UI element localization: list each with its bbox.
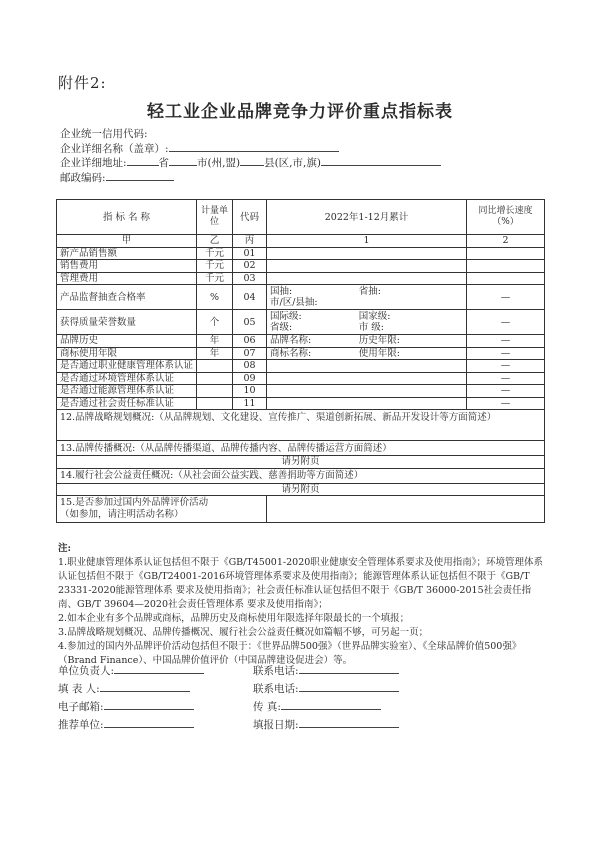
fill-date-label: 填报日期: xyxy=(253,719,299,731)
brand-name-label: 品牌名称: xyxy=(270,335,312,347)
fax-label: 传 真: xyxy=(253,701,281,713)
email-line xyxy=(58,699,194,714)
row-code: 02 xyxy=(233,260,267,273)
row-code: 06 xyxy=(233,335,267,348)
fax-field[interactable] xyxy=(281,699,381,710)
sub-code: 丙 xyxy=(233,235,267,248)
note-2: 2.如本企业有多个品牌或商标，品牌历史及商标使用年限选择年限最长的一个填报； xyxy=(58,613,410,624)
trademark-name-label: 商标名称: xyxy=(270,347,312,359)
table-row xyxy=(57,335,545,348)
eval-activity-label xyxy=(57,496,267,523)
row-name: 销售费用 xyxy=(57,260,197,273)
province-field[interactable] xyxy=(127,155,159,166)
row-growth-dash: — xyxy=(467,372,545,385)
row-name: 是否通过能源管理体系认证 xyxy=(57,385,197,398)
table-row xyxy=(57,310,545,335)
row-value-cell[interactable] xyxy=(267,310,467,335)
recommender-field[interactable] xyxy=(104,717,194,728)
welfare-label[interactable]: 14.履行社会公益责任概况:（从社会面公益实践、慈善捐助等方面简述） xyxy=(57,468,545,483)
row-name: 是否通过环境管理体系认证 xyxy=(57,372,197,385)
contact-phone-2-line xyxy=(253,681,399,696)
notes-heading: 注: xyxy=(58,543,72,554)
unit-head-label: 单位负责人: xyxy=(58,665,115,677)
row-value-cell[interactable] xyxy=(267,260,467,273)
row-unit xyxy=(197,397,233,410)
sub-growth: 2 xyxy=(467,235,545,248)
county-label: 县(区,市,旗) xyxy=(264,157,321,169)
table-row xyxy=(57,385,545,398)
row-code: 03 xyxy=(233,272,267,285)
address-line xyxy=(60,155,441,170)
table-header-row xyxy=(57,200,545,235)
row-growth-dash: — xyxy=(467,285,545,310)
company-name-label: 企业详细名称（盖章）: xyxy=(60,143,169,155)
credit-code-line xyxy=(60,127,148,141)
propagation-row xyxy=(57,441,545,456)
fill-date-field[interactable] xyxy=(299,717,399,728)
row-name: 获得质量荣誉数量 xyxy=(57,310,197,335)
notes-section xyxy=(58,542,544,668)
col-code: 代码 xyxy=(233,200,267,235)
row-code: 08 xyxy=(233,360,267,373)
row-name: 新产品销售额 xyxy=(57,247,197,260)
table-row xyxy=(57,347,545,360)
filler-field[interactable] xyxy=(100,681,190,692)
table-row xyxy=(57,285,545,310)
row-unit xyxy=(197,385,233,398)
row-name: 商标使用年限 xyxy=(57,347,197,360)
email-field[interactable] xyxy=(104,699,194,710)
city-label: 市(州,盟) xyxy=(197,157,241,169)
city-field[interactable] xyxy=(169,155,197,166)
indicator-table xyxy=(56,199,545,523)
strategy-label[interactable]: 12.品牌战略规划概况:（从品牌规划、文化建设、宣传推广、渠道创新拓展、新品开发设计等方面简述） xyxy=(57,410,545,441)
email-label: 电子邮箱: xyxy=(58,701,104,713)
recommender-label: 推荐单位: xyxy=(58,719,104,731)
row-unit: 千元 xyxy=(197,260,233,273)
row-code: 07 xyxy=(233,347,267,360)
row-code: 11 xyxy=(233,397,267,410)
see-attached-row xyxy=(57,456,545,469)
company-name-line xyxy=(60,141,339,156)
col-growth: 同比增长速度（%） xyxy=(467,200,545,235)
postcode-field[interactable] xyxy=(106,170,174,181)
provincial-check-label: 省抽: xyxy=(358,286,381,297)
row-name: 是否通过职业健康管理体系认证 xyxy=(57,360,197,373)
propagation-label[interactable]: 13.品牌传播概况:（从品牌传播渠道、品牌传播内容、品牌传播运营方面简述） xyxy=(57,441,545,456)
attachment-label: 附件2: xyxy=(58,74,107,92)
row-unit: 年 xyxy=(197,335,233,348)
eval-activity-line-1: 15.是否参加过国内外品牌评价活动 xyxy=(60,497,209,508)
col-unit: 计量单位 xyxy=(197,200,233,235)
row-name: 管理费用 xyxy=(57,272,197,285)
city-level-label: 市 级: xyxy=(358,322,384,333)
company-name-field[interactable] xyxy=(169,141,339,152)
row-growth-dash: — xyxy=(467,360,545,373)
usage-years-label: 使用年限: xyxy=(358,347,400,359)
row-growth-cell[interactable] xyxy=(467,260,545,273)
row-code: 10 xyxy=(233,385,267,398)
filler-label: 填 表 人: xyxy=(58,683,100,695)
row-growth-dash: — xyxy=(467,385,545,398)
unit-head-line xyxy=(58,663,204,678)
sub-indicator: 甲 xyxy=(57,235,197,248)
see-attached-note: 请另附页 xyxy=(57,456,545,469)
address-label: 企业详细地址: xyxy=(60,157,127,169)
national-check-label: 国抽: xyxy=(270,286,293,297)
row-value-cell[interactable] xyxy=(267,335,467,348)
row-growth-dash: — xyxy=(467,397,545,410)
sub-value: 1 xyxy=(267,235,467,248)
welfare-row xyxy=(57,468,545,483)
row-value-cell[interactable] xyxy=(267,285,467,310)
contact-phone-1-label: 联系电话: xyxy=(253,665,299,677)
contact-phone-2-field[interactable] xyxy=(299,681,399,692)
row-unit xyxy=(197,372,233,385)
row-value-cell[interactable] xyxy=(267,385,467,398)
unit-head-field[interactable] xyxy=(114,663,204,674)
row-unit: 千元 xyxy=(197,272,233,285)
row-growth-cell[interactable] xyxy=(467,272,545,285)
table-row xyxy=(57,372,545,385)
row-code: 05 xyxy=(233,310,267,335)
table-row xyxy=(57,260,545,273)
table-subheader-row xyxy=(57,235,545,248)
row-growth-dash: — xyxy=(467,310,545,335)
see-attached-note: 请另附页 xyxy=(57,483,545,496)
filler-line xyxy=(58,681,190,696)
eval-activity-line-2: （如参加，请注明活动名称） xyxy=(60,509,184,520)
fill-date-line xyxy=(253,717,399,732)
row-value-cell[interactable] xyxy=(267,247,467,260)
provincial-level-label: 省级: xyxy=(270,322,293,333)
row-name: 品牌历史 xyxy=(57,335,197,348)
contact-phone-2-label: 联系电话: xyxy=(253,683,299,695)
see-attached-row xyxy=(57,483,545,496)
col-value: 2022年1-12月累计 xyxy=(267,200,467,235)
row-value-cell[interactable] xyxy=(267,360,467,373)
table-row xyxy=(57,397,545,410)
contact-phone-1-field[interactable] xyxy=(299,663,399,674)
table-row xyxy=(57,360,545,373)
table-row xyxy=(57,272,545,285)
row-value-cell[interactable] xyxy=(267,272,467,285)
row-name: 是否通过社会责任标准认证 xyxy=(57,397,197,410)
note-1: 1.职业健康管理体系认证包括但不限于《GB/T45001-2020职业健康安全管理体系要求及使用指南》；环境管理体系认证包括但不限于《GB/T24001-2016环境管理体系要求及使用指南》；能源管理体系认证包括但不限于《GB/T 23331-2020能源管理体系 要求及使用指南》；社会责任标准认证包括但不限于《GB/T 36000-2015社会责任指南、GB/T 39604—2020社会责任管理体系 要求及使用指南》； xyxy=(58,557,544,610)
row-code: 09 xyxy=(233,372,267,385)
row-value-cell[interactable] xyxy=(267,347,467,360)
col-indicator: 指 标 名 称 xyxy=(57,200,197,235)
form-title: 轻工业企业品牌竞争力评价重点指标表 xyxy=(147,102,453,122)
province-label: 省 xyxy=(158,157,170,169)
row-unit: 个 xyxy=(197,310,233,335)
row-growth-dash: — xyxy=(467,335,545,348)
row-unit: 千元 xyxy=(197,247,233,260)
row-growth-cell[interactable] xyxy=(467,247,545,260)
eval-activity-row xyxy=(57,496,545,523)
note-3: 3.品牌战略规划概况、品牌传播概况、履行社会公益责任概况如篇幅不够，可另起一页； xyxy=(58,627,429,638)
credit-code-label: 企业统一信用代码: xyxy=(60,128,148,140)
address-detail-field[interactable] xyxy=(321,155,441,166)
row-value-cell[interactable] xyxy=(267,372,467,385)
note-4: 4.参加过的国内外品牌评价活动包括但不限于：《世界品牌500强》（世界品牌实验室）、《全球品牌价值500强》（Brand Finance）、中国品牌价值评价（中国品牌建设促进会）等。 xyxy=(58,641,522,666)
international-level-label: 国际级: xyxy=(270,311,302,322)
row-unit: % xyxy=(197,285,233,310)
fax-line xyxy=(253,699,381,714)
sub-unit: 乙 xyxy=(197,235,233,248)
local-check-label: 市/区/县抽: xyxy=(270,297,318,308)
row-code: 04 xyxy=(233,285,267,310)
history-years-label: 历史年限: xyxy=(358,335,400,347)
row-growth-dash: — xyxy=(467,347,545,360)
national-level-label: 国家级: xyxy=(358,311,391,322)
row-unit xyxy=(197,360,233,373)
postcode-line xyxy=(60,170,174,185)
row-value-cell[interactable] xyxy=(267,397,467,410)
eval-activity-answer[interactable] xyxy=(267,496,545,523)
recommender-line xyxy=(58,717,194,732)
table-row xyxy=(57,247,545,260)
county-field[interactable] xyxy=(240,155,264,166)
postcode-label: 邮政编码: xyxy=(60,172,106,184)
row-name: 产品监督抽查合格率 xyxy=(57,285,197,310)
row-unit: 年 xyxy=(197,347,233,360)
row-code: 01 xyxy=(233,247,267,260)
strategy-row xyxy=(57,410,545,441)
contact-phone-1-line xyxy=(253,663,399,678)
